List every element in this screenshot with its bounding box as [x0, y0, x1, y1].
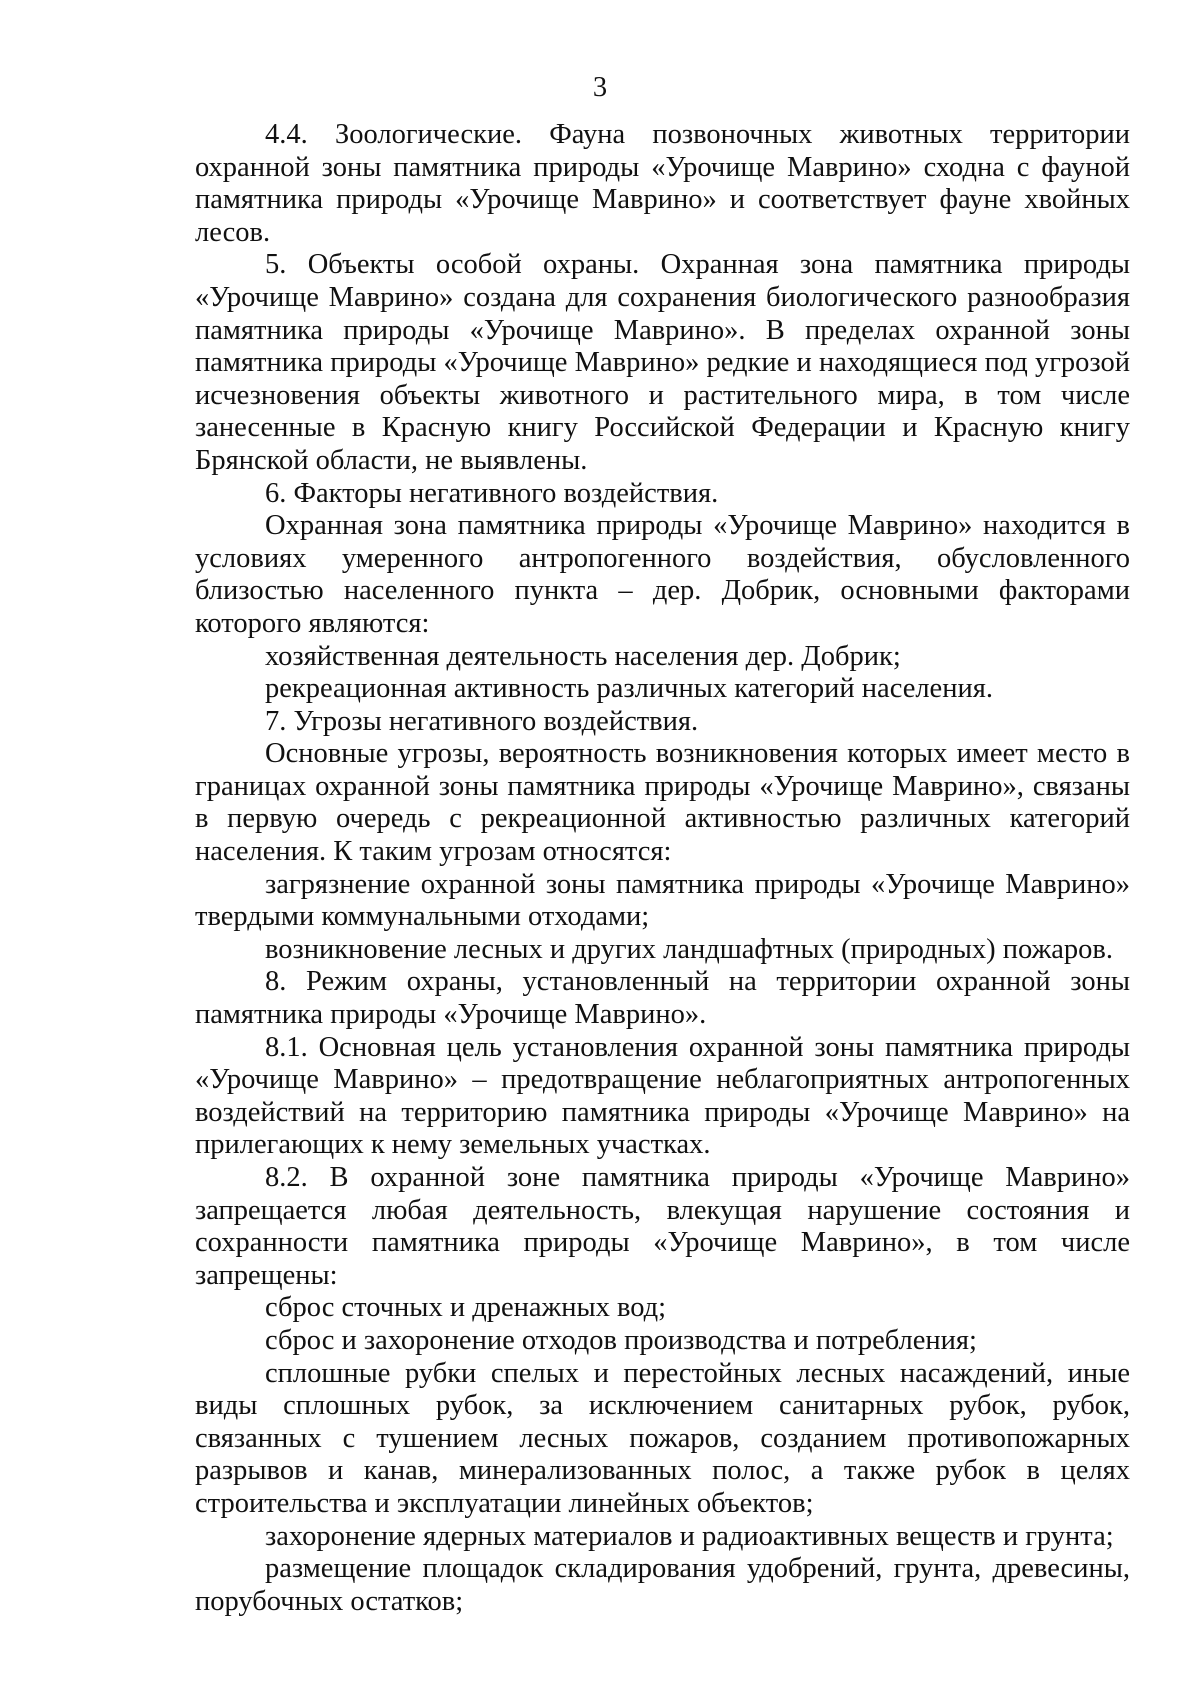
document-body [195, 119, 1130, 1618]
paragraph-4-4-zoological: 4.4. Зоологические. Фауна позвоночных животных территории охранной зоны памятника природы «Урочище Маврино» сходна с фауной памятника природы «Урочище Маврино» и соответствует фауне хвойных лесов. [195, 119, 1130, 248]
list-item-storage-sites: размещение площадок складирования удобрений, грунта, древесины, порубочных остатков; [195, 1553, 1130, 1617]
list-item-recreational-activity: рекреационная активность различных категорий населения. [265, 673, 993, 705]
paragraph-8-1-main-goal: 8.1. Основная цель установления охранной зоны памятника природы «Урочище Маврино» – предотвращение неблагоприятных антропогенных воздействий на территорию памятника природы «Урочище Маврино» на прилегающих к нему земельных участках. [195, 1031, 1130, 1161]
paragraph-anthropogenic-impact: Охранная зона памятника природы «Урочище Маврино» находится в условиях умеренного антропогенного воздействия, обусловленного близостью населенного пункта – дер. Добрик, основными факторами которого являются: [195, 510, 1130, 639]
paragraph-8-2-prohibited: 8.2. В охранной зоне памятника природы «Урочище Маврино» запрещается любая деятельность, влекущая нарушение состояния и сохранности памятника природы «Урочище Маврино», в том числе запрещены: [195, 1162, 1130, 1291]
heading-6-negative-factors: 6. Факторы негативного воздействия. [265, 477, 719, 509]
list-item-pollution: загрязнение охранной зоны памятника природы «Урочище Маврино» твердыми коммунальными отходами; [195, 868, 1130, 933]
list-item-wastewater: сброс сточных и дренажных вод; [265, 1292, 667, 1324]
heading-8-protection-regime: 8. Режим охраны, установленный на территории охранной зоны памятника природы «Урочище Маврино». [195, 966, 1130, 1031]
page-number: 3 [592, 72, 608, 103]
list-item-waste-disposal: сброс и захоронение отходов производства и потребления; [265, 1324, 977, 1356]
list-item-fires: возникновение лесных и других ландшафтных (природных) пожаров. [265, 933, 1113, 965]
paragraph-main-threats: Основные угрозы, вероятность возникновения которых имеет место в границах охранной зоны памятника природы «Урочище Маврино», связаны в первую очередь с рекреационной активностью различных категорий населения. К таким угрозам относятся: [195, 738, 1130, 868]
paragraph-5-protected-objects: 5. Объекты особой охраны. Охранная зона памятника природы «Урочище Маврино» создана для сохранения биологического разнообразия памятника природы «Урочище Маврино». В пределах охранной зоны памятника природы «Урочище Маврино» редкие и находящиеся под угрозой исчезновения объекты животного и растительного мира, в том числе занесенные в Красную книгу Российской Федерации и Красную книгу Брянской области, не выявлены. [195, 249, 1130, 476]
heading-7-threats: 7. Угрозы негативного воздействия. [265, 705, 699, 737]
list-item-nuclear-burial: захоронение ядерных материалов и радиоактивных веществ и грунта; [265, 1520, 1114, 1552]
list-item-clear-cutting: сплошные рубки спелых и перестойных лесных насаждений, иные виды сплошных рубок, за исключением санитарных рубок, рубок, связанных с тушением лесных пожаров, созданием противопожарных разрывов и канав, минерализованных полос, а также рубок в целях строительства и эксплуатации линейных объектов; [195, 1357, 1130, 1519]
list-item-economic-activity: хозяйственная деятельность населения дер. Добрик; [265, 640, 901, 672]
